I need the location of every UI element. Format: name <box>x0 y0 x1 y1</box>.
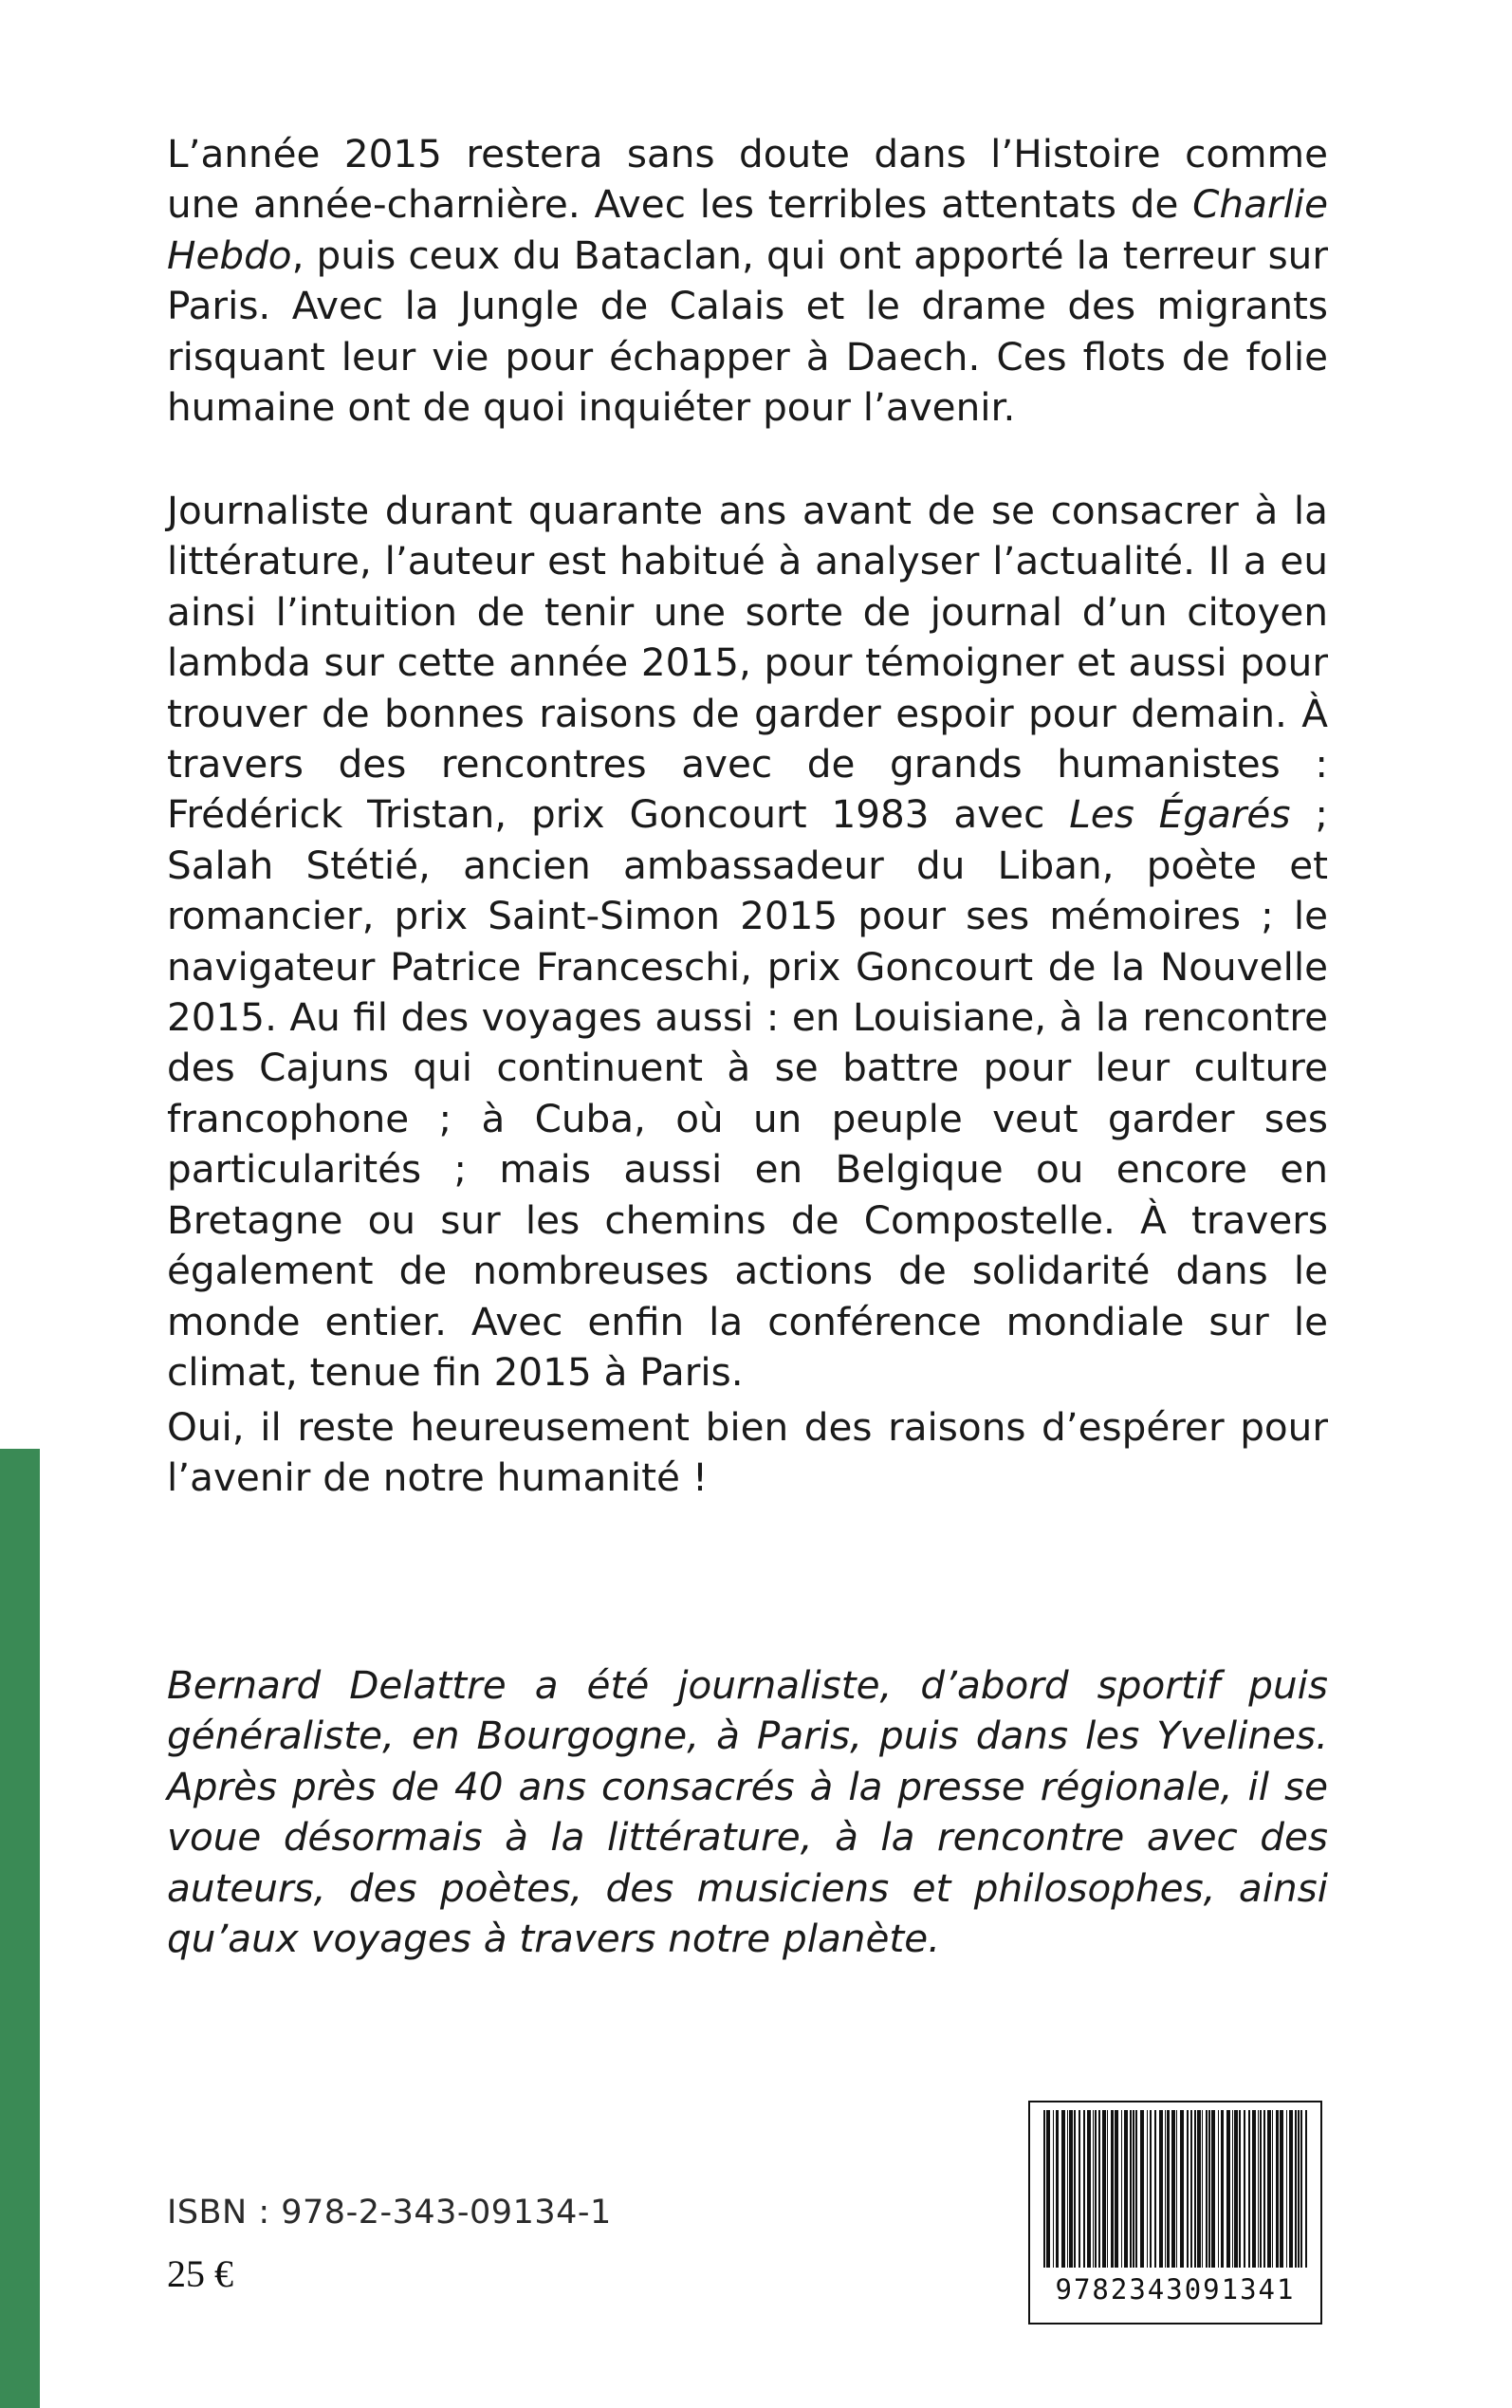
barcode-bar <box>1121 2110 1122 2268</box>
barcode-bar <box>1107 2110 1108 2268</box>
barcode-bar <box>1176 2110 1177 2268</box>
author-name: Bernard Delattre <box>167 1662 507 1708</box>
barcode-bar <box>1171 2110 1175 2268</box>
barcode-bar <box>1124 2110 1128 2268</box>
barcode-bar <box>1305 2110 1307 2268</box>
barcode-bar <box>1248 2110 1250 2268</box>
barcode-bar <box>1206 2110 1208 2268</box>
barcode-bar <box>1111 2110 1114 2268</box>
italic-title-charlie-hebdo: Charlie Hebdo <box>167 181 1328 278</box>
barcode-bar <box>1267 2110 1271 2268</box>
barcode-digits: 9782343091341 <box>1055 2273 1296 2306</box>
summary-text: Journaliste durant quarante ans avant de se consacrer à la littérature, l’auteur est habitué à analyser l’actualité. Il a eu ainsi l’intuition de tenir une sorte de journal d’un citoyen lambda sur cette année 2015, pour témoigner et aussi pour trouver de bonnes raisons de garder espoir pour demain. À travers des rencontres avec de grands humanistes : Frédérick Tristan, prix Goncourt 1983 avec <box>167 488 1328 838</box>
barcode-bar <box>1061 2110 1065 2268</box>
barcode-bar <box>1286 2110 1287 2268</box>
barcode <box>1028 2101 1322 2325</box>
barcode-bar <box>1130 2110 1132 2268</box>
barcode-bar <box>1194 2110 1196 2268</box>
barcode-bar <box>1197 2110 1201 2268</box>
isbn-label: ISBN : 978-2-343-09134-1 <box>167 2194 612 2232</box>
barcode-bar <box>1239 2110 1241 2268</box>
barcode-bar <box>1133 2110 1134 2268</box>
barcode-bar <box>1252 2110 1256 2268</box>
summary-paragraph-2 <box>167 486 1328 1398</box>
barcode-bar <box>1069 2110 1073 2268</box>
barcode-bar <box>1260 2110 1262 2268</box>
barcode-bar <box>1244 2110 1245 2268</box>
barcode-bar <box>1289 2110 1293 2268</box>
summary-text: ; Salah Stétié, ancien ambassadeur du Liban, poète et romancier, prix Saint-Simon 2015 pour ses mémoires ; le navigateur Patrice Franceschi, prix Goncourt de la Nouvelle 2015. Au fil des voyages aussi : en Louisiane, à la rencontre des Cajuns qui continuent à se battre pour leur culture francophone ; à Cuba, où un peuple veut garder ses particularités ; mais aussi en Belgique ou encore en Bretagne ou sur les chemins de Compostelle. À travers également de nombreuses actions de solidarité dans le monde entier. Avec enfin la conférence mondiale sur le climat, tenue fin 2015 à Paris. <box>167 791 1328 1395</box>
barcode-bar <box>1258 2110 1259 2268</box>
barcode-bar <box>1154 2110 1156 2268</box>
summary-text: L’année 2015 restera sans doute dans l’Histoire comme une année-charnière. Avec les terribles attentats de <box>167 131 1328 228</box>
barcode-bar <box>1295 2110 1297 2268</box>
barcode-bar <box>1202 2110 1203 2268</box>
barcode-bar <box>1046 2110 1050 2268</box>
barcode-bar <box>1079 2110 1080 2268</box>
barcode-bar <box>1140 2110 1144 2268</box>
barcode-bar <box>1190 2110 1192 2268</box>
barcode-bar <box>1298 2110 1300 2268</box>
summary-paragraph-3: Oui, il reste heureusement bien des raisons d’espérer pour l’avenir de notre humanité ! <box>167 1404 1328 1501</box>
barcode-bar <box>1043 2110 1045 2268</box>
barcode-bar <box>1093 2110 1094 2268</box>
barcode-bar <box>1083 2110 1085 2268</box>
barcode-bar <box>1232 2110 1233 2268</box>
summary-text: , puis ceux du Bataclan, qui ont apporté la terreur sur Paris. Avec la Jungle de Calais et le drame des migrants risquant leur vie pour échapper à Daech. Ces flots de folie humaine ont de quoi inquiéter pour l’avenir. <box>167 232 1328 431</box>
barcode-bar <box>1211 2110 1215 2268</box>
barcode-bar <box>1159 2110 1163 2268</box>
barcode-bars <box>1030 2102 1320 2273</box>
price-label: 25 € <box>167 2252 233 2295</box>
barcode-bar <box>1276 2110 1279 2268</box>
author-bio-text: a été journaliste, d’abord sportif puis généraliste, en Bourgogne, à Paris, puis dans les Yvelines. Après près de 40 ans consacrés à la presse régionale, il se voue désormais à la littérature, à la rencontre avec des auteurs, des poètes, des musiciens et philosophes, ainsi qu’aux voyages à travers notre planète. <box>167 1662 1328 1962</box>
barcode-bar <box>1150 2110 1152 2268</box>
barcode-bar <box>1234 2110 1238 2268</box>
green-spine-band <box>0 1449 40 2408</box>
author-bio <box>167 1660 1328 1964</box>
barcode-bar <box>1208 2110 1210 2268</box>
barcode-bar <box>1300 2110 1302 2268</box>
barcode-bar <box>1147 2110 1148 2268</box>
barcode-bar <box>1098 2110 1100 2268</box>
barcode-bar <box>1263 2110 1265 2268</box>
barcode-bar <box>1272 2110 1273 2268</box>
barcode-bar <box>1074 2110 1076 2268</box>
barcode-bar <box>1221 2110 1224 2268</box>
barcode-bar <box>1167 2110 1170 2268</box>
barcode-bar <box>1095 2110 1097 2268</box>
barcode-bar <box>1226 2110 1230 2268</box>
barcode-bar <box>1135 2110 1137 2268</box>
barcode-bar <box>1280 2110 1283 2268</box>
barcode-bar <box>1115 2110 1118 2268</box>
barcode-bar <box>1218 2110 1219 2268</box>
barcode-bar <box>1180 2110 1184 2268</box>
barcode-bar <box>1165 2110 1166 2268</box>
barcode-bar <box>1187 2110 1189 2268</box>
barcode-bar <box>1102 2110 1106 2268</box>
summary-paragraph-1 <box>167 129 1328 433</box>
barcode-bar <box>1067 2110 1068 2268</box>
barcode-bar <box>1053 2110 1054 2268</box>
barcode-bar <box>1087 2110 1091 2268</box>
barcode-bar <box>1056 2110 1059 2268</box>
italic-title-les-egares: Les Égarés <box>1069 791 1291 838</box>
